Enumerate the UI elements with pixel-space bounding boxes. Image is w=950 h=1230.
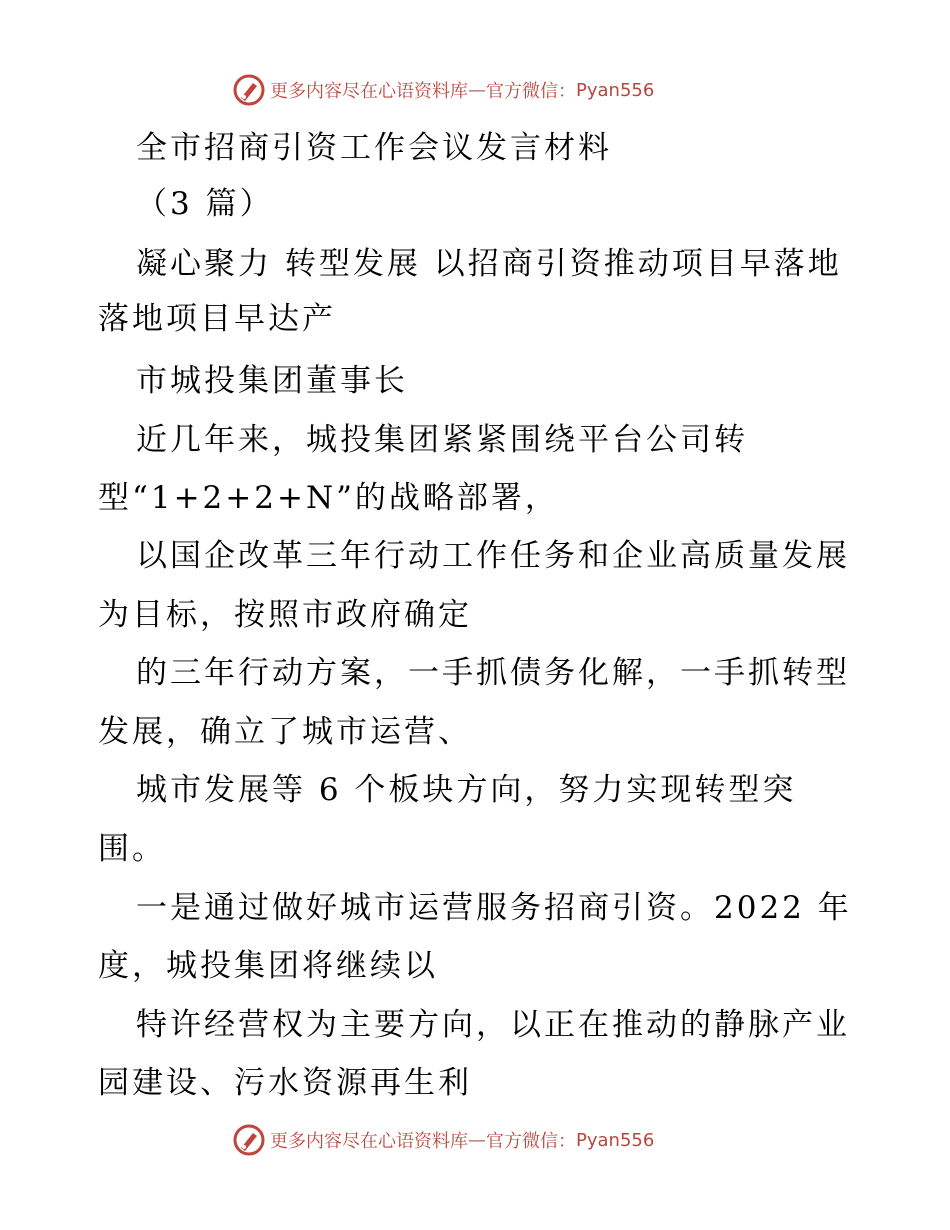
body-line: 近几年来，城投集团紧紧围绕平台公司转	[136, 422, 748, 458]
banner-dash: —	[468, 79, 486, 101]
pen-logo-icon	[232, 73, 266, 107]
banner-official-text: 官方微信：	[486, 81, 576, 102]
body-line: 度，城投集团将继续以	[98, 948, 438, 984]
banner-site-text: 更多内容尽在心语资料库	[270, 1131, 468, 1152]
banner-site-text: 更多内容尽在心语资料库	[270, 81, 468, 102]
section-heading-line-1: 凝心聚力 转型发展 以招商引资推动项目早落地	[136, 246, 842, 282]
pen-logo-icon	[232, 1123, 266, 1157]
body-line: 以国企改革三年行动工作任务和企业高质量发展	[136, 538, 850, 574]
body-line: 的三年行动方案，一手抓债务化解，一手抓转型	[136, 655, 850, 691]
banner-dash: —	[468, 1129, 486, 1151]
document-subtitle: （3 篇）	[136, 186, 274, 222]
footer-watermark-banner	[232, 1122, 712, 1158]
body-line: 特许经营权为主要方向，以正在推动的静脉产业	[136, 1007, 850, 1043]
banner-wechat-id: Pyan556	[576, 79, 655, 101]
banner-official-text: 官方微信：	[486, 1131, 576, 1152]
speaker-line: 市城投集团董事长	[136, 363, 408, 399]
banner-wechat-id: Pyan556	[576, 1129, 655, 1151]
body-line: 型“1+2+2+N”的战略部署，	[98, 480, 559, 516]
document-title: 全市招商引资工作会议发言材料	[136, 130, 612, 166]
body-line: 一是通过做好城市运营服务招商引资。2022 年	[136, 890, 852, 926]
header-watermark-banner	[232, 72, 712, 108]
body-line: 城市发展等 6 个板块方向，努力实现转型突	[136, 772, 797, 808]
section-heading-line-2: 落地项目早达产	[98, 301, 336, 337]
body-line: 园建设、污水资源再生利	[98, 1065, 472, 1101]
body-line: 发展，确立了城市运营、	[98, 714, 472, 750]
body-line: 围。	[98, 831, 166, 867]
body-line: 为目标，按照市政府确定	[98, 597, 472, 633]
